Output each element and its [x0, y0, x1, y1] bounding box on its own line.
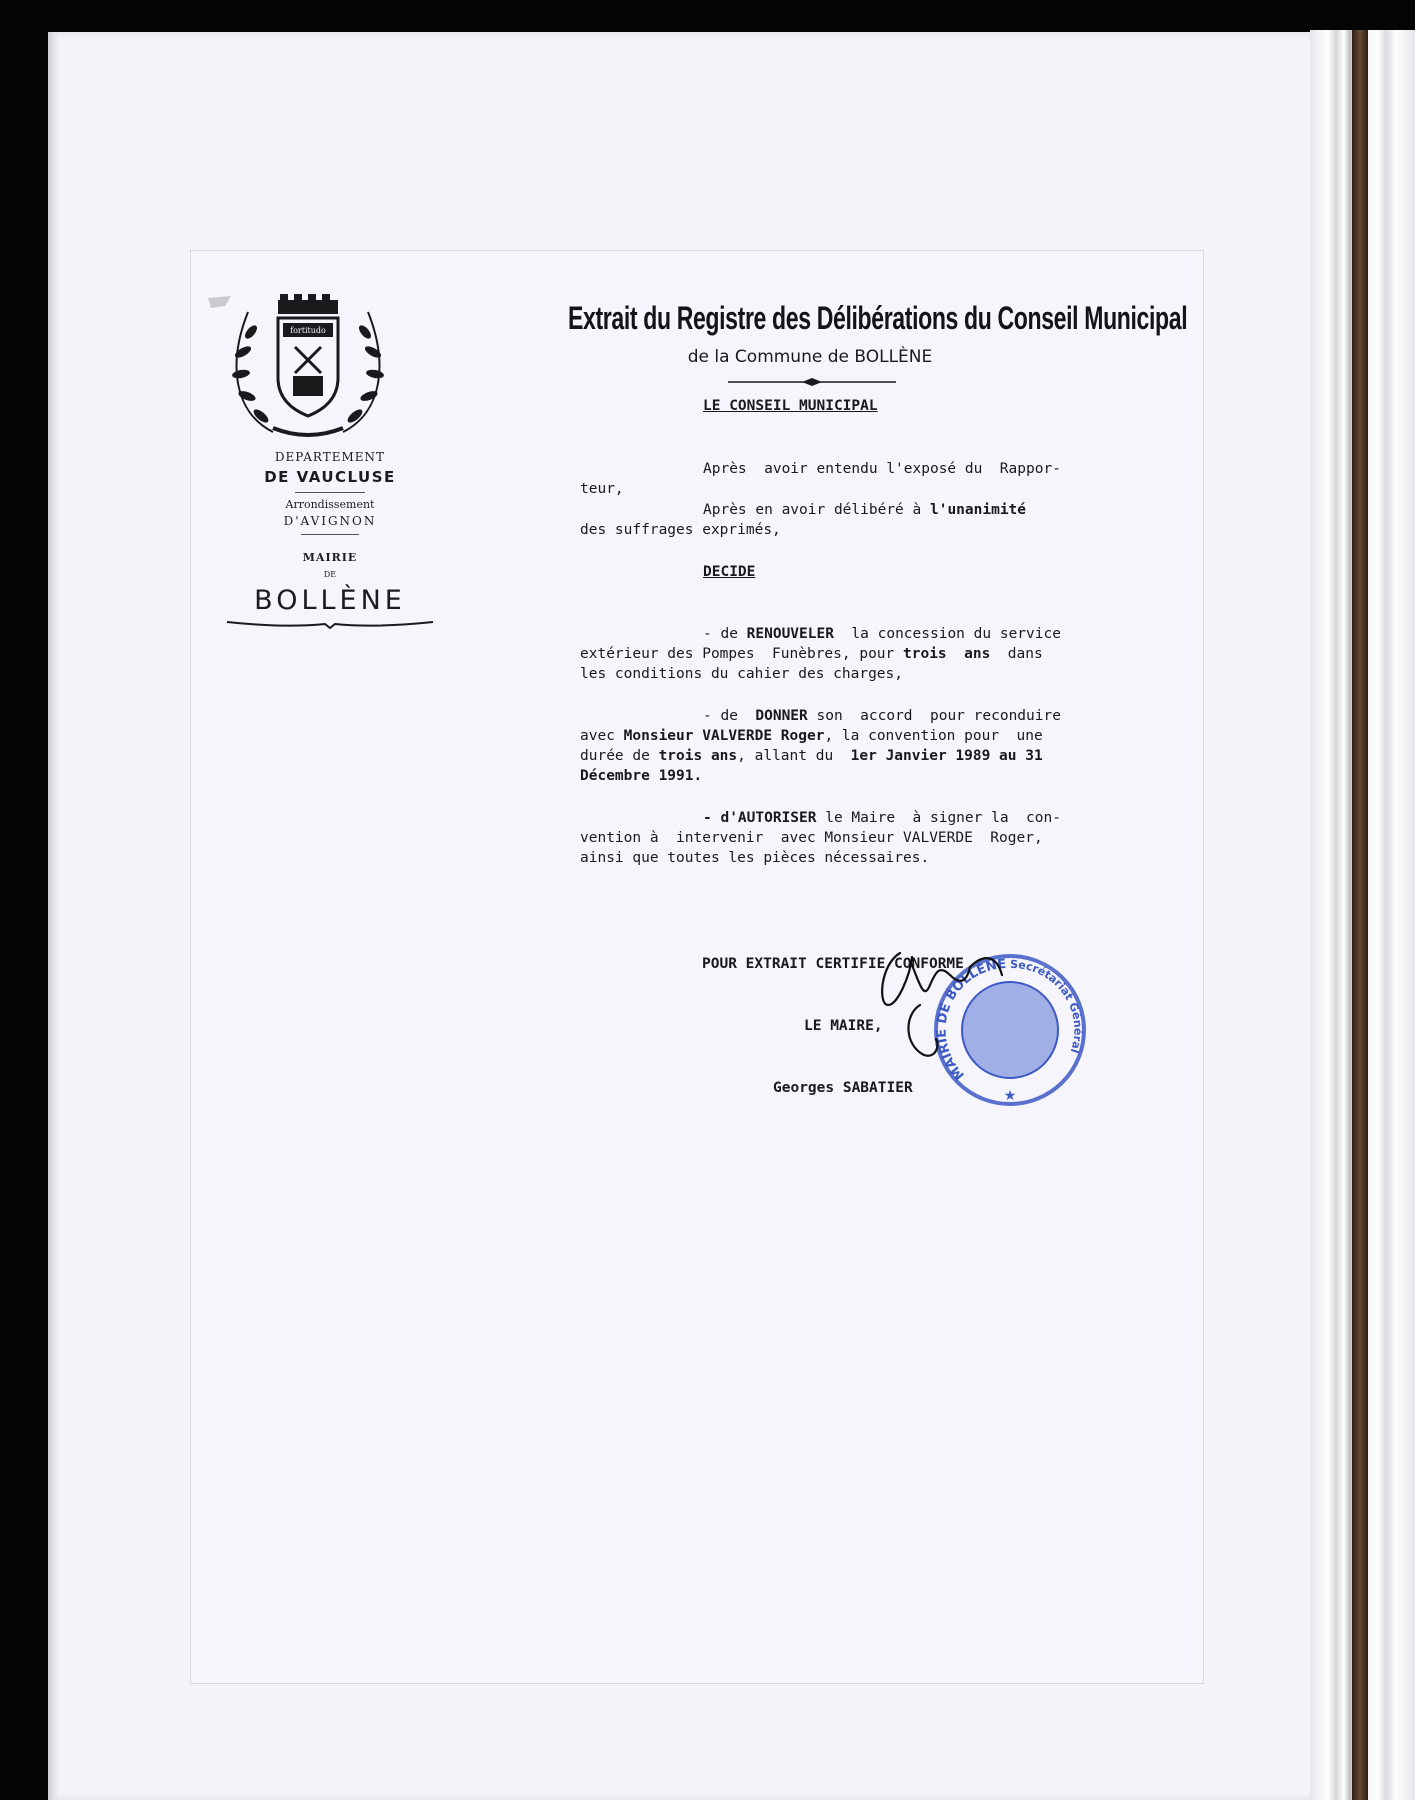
certification-line: POUR EXTRAIT CERTIFIE CONFORME: [702, 956, 964, 972]
mayor-name: Georges SABATIER: [773, 1080, 913, 1096]
stamp-text-right: Secrétariat Général: [1009, 957, 1085, 1055]
text-line: vention à intervenir avec Monsieur VALVERDE Roger,: [580, 830, 1043, 846]
mayor-role: LE MAIRE,: [804, 1018, 883, 1034]
duration-text: trois ans: [658, 748, 738, 764]
unanimity-text: l'unanimité: [929, 502, 1027, 518]
paragraph-rapporteur: [703, 459, 1061, 479]
text-line: Après en avoir délibéré à: [703, 502, 930, 518]
arrondissement-name: D'AVIGNON: [283, 514, 377, 528]
document-title: Extrait du Registre des Délibérations du Conseil Municipal: [568, 300, 1188, 336]
mairie-label: MAIRIE: [302, 551, 358, 564]
dash: - de: [703, 708, 756, 724]
text-line: la concession du service: [833, 626, 1061, 642]
decision-item-authorize: [703, 808, 1061, 828]
stamp-text-left: MAIRIE DE BOLLÈNE: [934, 956, 1007, 1083]
decision-item-renew: [703, 624, 1061, 644]
contractor-name: Monsieur VALVERDE Roger: [623, 728, 825, 744]
letterhead-left: [208, 448, 452, 630]
text-line: teur,: [580, 481, 624, 497]
council-heading: LE CONSEIL MUNICIPAL: [703, 398, 878, 414]
duration-text: trois ans: [903, 646, 991, 662]
document-subtitle: de la Commune de BOLLÈNE: [687, 347, 933, 367]
text-line: [580, 644, 1043, 664]
binder-next-pages: [1368, 30, 1415, 1800]
keyword-renouveler: RENOUVELER: [746, 626, 834, 642]
decision-item-agree: [703, 706, 1061, 726]
text-line: ainsi que toutes les pièces nécessaires.: [580, 850, 930, 866]
coat-of-arms-icon: [203, 292, 413, 442]
crest-motto: fortitudo: [290, 326, 326, 335]
divider: [301, 534, 359, 535]
text-fragment: , la convention pour une: [824, 728, 1043, 744]
dash: - de: [703, 626, 747, 642]
text-line: Après avoir entendu l'exposé du Rappor-: [703, 461, 1061, 477]
binder-spine-gap: [1352, 30, 1368, 1800]
department-label: DEPARTEMENT: [274, 450, 386, 464]
text-fragment: durée de: [580, 748, 659, 764]
text-line: des suffrages exprimés,: [580, 522, 781, 538]
text-line: son accord pour reconduire: [807, 708, 1061, 724]
date-range: 1er Janvier 1989 au 31: [850, 748, 1043, 764]
de-label: DE: [323, 570, 337, 579]
keyword-donner: DONNER: [755, 708, 808, 724]
binder-page-edge: [48, 32, 56, 1800]
town-name: BOLLÈNE: [254, 585, 406, 616]
text-line: le Maire à signer la con-: [816, 810, 1061, 826]
paragraph-deliberation: [703, 500, 1026, 520]
mayor-signature: [840, 945, 1080, 1065]
divider: [295, 492, 365, 493]
text-fragment: extérieur des Pompes Funèbres, pour: [580, 646, 904, 662]
arrondissement-label: Arrondissement: [285, 498, 375, 511]
text-line: [580, 746, 1043, 766]
keyword-autoriser: - d'AUTORISER: [703, 810, 817, 826]
department-name: DE VAUCLUSE: [264, 468, 396, 486]
date-range-end: Décembre 1991.: [580, 768, 703, 784]
text-line: les conditions du cahier des charges,: [580, 666, 904, 682]
text-line: [580, 726, 1043, 746]
title-ornament-rule: [728, 378, 896, 386]
text-fragment: avec: [580, 728, 624, 744]
text-fragment: dans: [990, 646, 1043, 662]
decide-heading: DECIDE: [703, 564, 756, 580]
swash-ornament: [225, 616, 435, 630]
svg-text:★: ★: [1003, 1087, 1017, 1103]
text-fragment: , allant du: [737, 748, 851, 764]
